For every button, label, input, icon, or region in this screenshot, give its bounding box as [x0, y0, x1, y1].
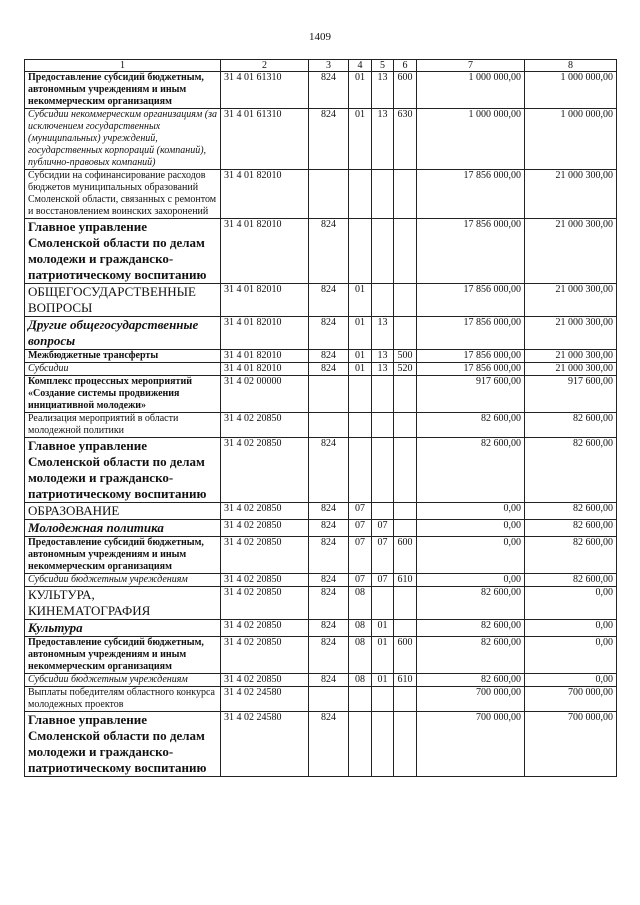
expense-type-cell — [394, 503, 417, 520]
amount-col8-cell: 0,00 — [525, 637, 617, 674]
budget-code-cell: 31 4 02 24580 — [221, 712, 309, 777]
amount-col8-cell: 82 600,00 — [525, 413, 617, 438]
subsection-cell: 13 — [372, 350, 394, 363]
subsection-cell: 13 — [372, 363, 394, 376]
expense-type-cell — [394, 413, 417, 438]
subsection-cell — [372, 376, 394, 413]
expense-type-cell: 600 — [394, 637, 417, 674]
amount-col7-cell: 700 000,00 — [417, 687, 525, 712]
subsection-cell: 01 — [372, 637, 394, 674]
section-cell: 07 — [349, 537, 372, 574]
amount-col8-cell: 82 600,00 — [525, 438, 617, 503]
budget-code-cell: 31 4 02 20850 — [221, 438, 309, 503]
amount-col7-cell: 82 600,00 — [417, 620, 525, 637]
section-cell: 01 — [349, 350, 372, 363]
table-row — [25, 687, 617, 712]
budget-code-cell: 31 4 01 82010 — [221, 284, 309, 317]
header-cell: 1 — [25, 60, 221, 72]
amount-col8-cell: 21 000 300,00 — [525, 350, 617, 363]
amount-col7-cell: 0,00 — [417, 520, 525, 537]
expense-type-cell — [394, 219, 417, 284]
amount-col7-cell: 82 600,00 — [417, 438, 525, 503]
row-name-cell: Субсидии некоммерческим организациям (за исключением государственных (муниципальных) учреждений, государственных корпораций (компаний), публично-правовых компаний) — [25, 109, 221, 170]
expense-type-cell: 500 — [394, 350, 417, 363]
subsection-cell: 13 — [372, 109, 394, 170]
ministry-code-cell: 824 — [309, 284, 349, 317]
expense-type-cell — [394, 587, 417, 620]
table-row — [25, 317, 617, 350]
subsection-cell — [372, 219, 394, 284]
amount-col7-cell: 82 600,00 — [417, 637, 525, 674]
ministry-code-cell: 824 — [309, 520, 349, 537]
amount-col7-cell: 917 600,00 — [417, 376, 525, 413]
amount-col8-cell: 82 600,00 — [525, 537, 617, 574]
subsection-cell — [372, 438, 394, 503]
budget-code-cell: 31 4 01 82010 — [221, 170, 309, 219]
table-row — [25, 413, 617, 438]
section-cell — [349, 687, 372, 712]
ministry-code-cell — [309, 170, 349, 219]
subsection-cell: 13 — [372, 72, 394, 109]
table-row — [25, 620, 617, 637]
budget-code-cell: 31 4 02 20850 — [221, 537, 309, 574]
row-name-cell: Межбюджетные трансферты — [25, 350, 221, 363]
amount-col7-cell: 82 600,00 — [417, 587, 525, 620]
budget-code-cell: 31 4 02 20850 — [221, 413, 309, 438]
subsection-cell: 01 — [372, 620, 394, 637]
budget-code-cell: 31 4 01 82010 — [221, 350, 309, 363]
amount-col8-cell: 700 000,00 — [525, 712, 617, 777]
subsection-cell: 01 — [372, 674, 394, 687]
table-row — [25, 637, 617, 674]
expense-type-cell — [394, 438, 417, 503]
row-name-cell: ОБРАЗОВАНИЕ — [25, 503, 221, 520]
amount-col7-cell: 1 000 000,00 — [417, 72, 525, 109]
row-name-cell: Другие общегосударственные вопросы — [25, 317, 221, 350]
expense-type-cell: 610 — [394, 574, 417, 587]
section-cell — [349, 170, 372, 219]
header-cell: 8 — [525, 60, 617, 72]
budget-code-cell: 31 4 01 61310 — [221, 109, 309, 170]
table-row — [25, 587, 617, 620]
header-cell: 5 — [372, 60, 394, 72]
subsection-cell — [372, 712, 394, 777]
section-cell — [349, 438, 372, 503]
row-name-cell: Субсидии — [25, 363, 221, 376]
amount-col8-cell: 0,00 — [525, 674, 617, 687]
amount-col7-cell: 1 000 000,00 — [417, 109, 525, 170]
amount-col8-cell: 0,00 — [525, 620, 617, 637]
budget-code-cell: 31 4 01 61310 — [221, 72, 309, 109]
row-name-cell: ОБЩЕГОСУДАРСТВЕННЫЕ ВОПРОСЫ — [25, 284, 221, 317]
expense-type-cell — [394, 170, 417, 219]
expense-type-cell — [394, 376, 417, 413]
budget-code-cell: 31 4 02 20850 — [221, 637, 309, 674]
amount-col8-cell: 1 000 000,00 — [525, 109, 617, 170]
table-row — [25, 520, 617, 537]
table-row — [25, 537, 617, 574]
header-cell: 6 — [394, 60, 417, 72]
table-row — [25, 438, 617, 503]
row-name-cell: Главное управление Смоленской области по делам молодежи и гражданско-патриотическому воспитанию — [25, 712, 221, 777]
subsection-cell — [372, 284, 394, 317]
subsection-cell — [372, 503, 394, 520]
amount-col7-cell: 17 856 000,00 — [417, 350, 525, 363]
budget-code-cell: 31 4 01 82010 — [221, 317, 309, 350]
section-cell: 01 — [349, 72, 372, 109]
budget-code-cell: 31 4 02 20850 — [221, 587, 309, 620]
subsection-cell — [372, 413, 394, 438]
table-row — [25, 363, 617, 376]
amount-col7-cell: 17 856 000,00 — [417, 219, 525, 284]
table-header-row — [25, 60, 617, 72]
amount-col7-cell: 82 600,00 — [417, 674, 525, 687]
budget-code-cell: 31 4 01 82010 — [221, 363, 309, 376]
amount-col7-cell: 17 856 000,00 — [417, 317, 525, 350]
ministry-code-cell: 824 — [309, 620, 349, 637]
expense-type-cell — [394, 620, 417, 637]
ministry-code-cell: 824 — [309, 317, 349, 350]
header-cell: 7 — [417, 60, 525, 72]
section-cell: 08 — [349, 637, 372, 674]
amount-col8-cell: 21 000 300,00 — [525, 219, 617, 284]
header-cell: 4 — [349, 60, 372, 72]
section-cell: 08 — [349, 620, 372, 637]
table-row — [25, 674, 617, 687]
ministry-code-cell: 824 — [309, 219, 349, 284]
subsection-cell — [372, 170, 394, 219]
amount-col8-cell: 21 000 300,00 — [525, 317, 617, 350]
table-row — [25, 350, 617, 363]
ministry-code-cell: 824 — [309, 438, 349, 503]
header-cell: 2 — [221, 60, 309, 72]
budget-code-cell: 31 4 02 20850 — [221, 620, 309, 637]
budget-code-cell: 31 4 02 00000 — [221, 376, 309, 413]
expense-type-cell: 630 — [394, 109, 417, 170]
subsection-cell — [372, 687, 394, 712]
section-cell — [349, 413, 372, 438]
row-name-cell: Предоставление субсидий бюджетным, автономным учреждениям и иным некоммерческим организациям — [25, 637, 221, 674]
expense-type-cell — [394, 317, 417, 350]
amount-col8-cell: 0,00 — [525, 587, 617, 620]
table-row — [25, 170, 617, 219]
subsection-cell: 13 — [372, 317, 394, 350]
amount-col8-cell: 1 000 000,00 — [525, 72, 617, 109]
ministry-code-cell: 824 — [309, 503, 349, 520]
amount-col7-cell: 0,00 — [417, 537, 525, 574]
header-cell: 3 — [309, 60, 349, 72]
ministry-code-cell: 824 — [309, 109, 349, 170]
row-name-cell: Молодежная политика — [25, 520, 221, 537]
section-cell — [349, 712, 372, 777]
ministry-code-cell: 824 — [309, 587, 349, 620]
row-name-cell: Субсидии бюджетным учреждениям — [25, 674, 221, 687]
amount-col8-cell: 917 600,00 — [525, 376, 617, 413]
ministry-code-cell: 824 — [309, 637, 349, 674]
amount-col7-cell: 17 856 000,00 — [417, 170, 525, 219]
row-name-cell: Субсидии на софинансирование расходов бюджетов муниципальных образований Смоленской области, связанных с ремонтом и восстановлением воинских захоронений — [25, 170, 221, 219]
row-name-cell: Главное управление Смоленской области по делам молодежи и гражданско-патриотическому воспитанию — [25, 438, 221, 503]
amount-col7-cell: 17 856 000,00 — [417, 284, 525, 317]
section-cell: 08 — [349, 674, 372, 687]
row-name-cell: Комплекс процессных мероприятий «Создание системы продвижения инициативной молодежи» — [25, 376, 221, 413]
amount-col8-cell: 82 600,00 — [525, 520, 617, 537]
ministry-code-cell: 824 — [309, 537, 349, 574]
expense-type-cell — [394, 284, 417, 317]
ministry-code-cell: 824 — [309, 72, 349, 109]
ministry-code-cell — [309, 687, 349, 712]
ministry-code-cell — [309, 413, 349, 438]
section-cell: 07 — [349, 503, 372, 520]
expense-type-cell — [394, 520, 417, 537]
expense-type-cell: 600 — [394, 537, 417, 574]
amount-col7-cell: 17 856 000,00 — [417, 363, 525, 376]
subsection-cell: 07 — [372, 520, 394, 537]
table-row — [25, 109, 617, 170]
expense-type-cell: 600 — [394, 72, 417, 109]
budget-code-cell: 31 4 02 24580 — [221, 687, 309, 712]
row-name-cell: КУЛЬТУРА, КИНЕМАТОГРАФИЯ — [25, 587, 221, 620]
budget-code-cell: 31 4 02 20850 — [221, 674, 309, 687]
budget-code-cell: 31 4 02 20850 — [221, 574, 309, 587]
section-cell: 08 — [349, 587, 372, 620]
expense-type-cell: 520 — [394, 363, 417, 376]
subsection-cell — [372, 587, 394, 620]
row-name-cell: Главное управление Смоленской области по делам молодежи и гражданско-патриотическому воспитанию — [25, 219, 221, 284]
table-row — [25, 574, 617, 587]
ministry-code-cell: 824 — [309, 350, 349, 363]
ministry-code-cell: 824 — [309, 363, 349, 376]
amount-col7-cell: 700 000,00 — [417, 712, 525, 777]
amount-col8-cell: 82 600,00 — [525, 574, 617, 587]
expense-type-cell: 610 — [394, 674, 417, 687]
row-name-cell: Культура — [25, 620, 221, 637]
ministry-code-cell: 824 — [309, 574, 349, 587]
budget-code-cell: 31 4 02 20850 — [221, 520, 309, 537]
amount-col8-cell: 82 600,00 — [525, 503, 617, 520]
section-cell: 01 — [349, 317, 372, 350]
amount-col7-cell: 0,00 — [417, 503, 525, 520]
budget-table — [24, 59, 617, 777]
table-row — [25, 284, 617, 317]
subsection-cell: 07 — [372, 574, 394, 587]
section-cell: 07 — [349, 520, 372, 537]
row-name-cell: Предоставление субсидий бюджетным, автономным учреждениям и иным некоммерческим организациям — [25, 537, 221, 574]
table-row — [25, 376, 617, 413]
table-row — [25, 503, 617, 520]
amount-col8-cell: 21 000 300,00 — [525, 170, 617, 219]
ministry-code-cell: 824 — [309, 712, 349, 777]
section-cell: 07 — [349, 574, 372, 587]
expense-type-cell — [394, 687, 417, 712]
row-name-cell: Предоставление субсидий бюджетным, автономным учреждениям и иным некоммерческим организациям — [25, 72, 221, 109]
expense-type-cell — [394, 712, 417, 777]
row-name-cell: Выплаты победителям областного конкурса молодежных проектов — [25, 687, 221, 712]
amount-col8-cell: 21 000 300,00 — [525, 363, 617, 376]
section-cell: 01 — [349, 363, 372, 376]
row-name-cell: Реализация мероприятий в области молодежной политики — [25, 413, 221, 438]
ministry-code-cell: 824 — [309, 674, 349, 687]
page-number: 1409 — [309, 31, 331, 43]
section-cell: 01 — [349, 284, 372, 317]
ministry-code-cell — [309, 376, 349, 413]
amount-col7-cell: 0,00 — [417, 574, 525, 587]
amount-col8-cell: 21 000 300,00 — [525, 284, 617, 317]
budget-code-cell: 31 4 02 20850 — [221, 503, 309, 520]
subsection-cell: 07 — [372, 537, 394, 574]
amount-col7-cell: 82 600,00 — [417, 413, 525, 438]
table-row — [25, 712, 617, 777]
section-cell — [349, 219, 372, 284]
table-row — [25, 72, 617, 109]
section-cell — [349, 376, 372, 413]
section-cell: 01 — [349, 109, 372, 170]
row-name-cell: Субсидии бюджетным учреждениям — [25, 574, 221, 587]
amount-col8-cell: 700 000,00 — [525, 687, 617, 712]
table-row — [25, 219, 617, 284]
budget-code-cell: 31 4 01 82010 — [221, 219, 309, 284]
